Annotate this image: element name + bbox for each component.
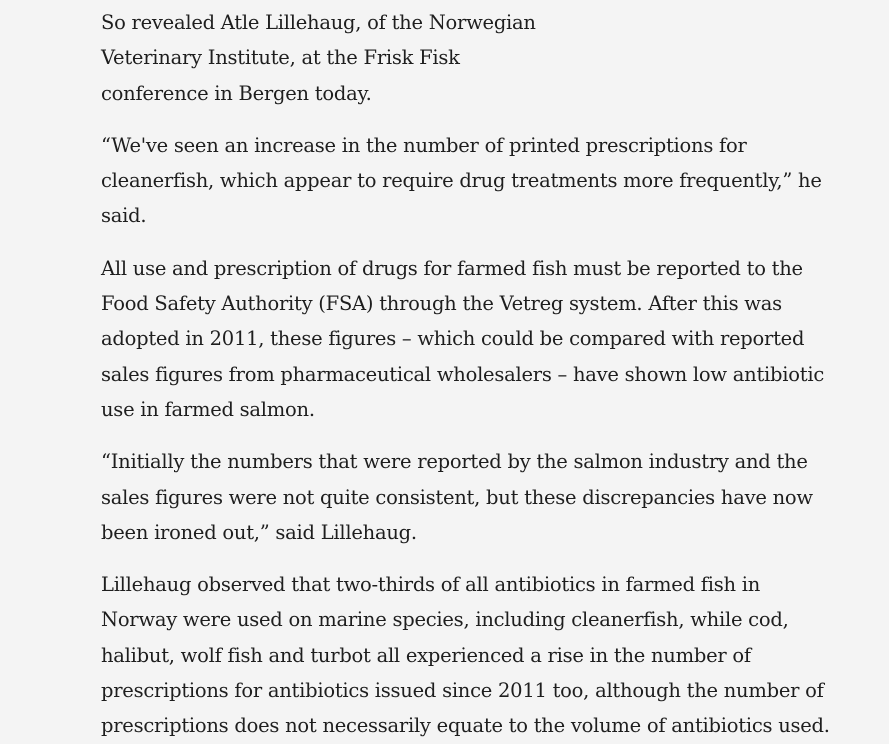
article-paragraph: “Initially the numbers that were reported by the salmon industry and the sales figures were not quite consistent, but these discrepancies have now been ironed out,” said Lillehaug.: [101, 450, 813, 544]
article-paragraph: Lillehaug observed that two-thirds of all antibiotics in farmed fish in Norway were used on marine species, including cleanerfish, while cod, halibut, wolf fish and turbot all experienced a rise in the number of prescriptions for antibiotics issued since 2011 too, although the number of prescriptions does not necessarily equate to the volume of antibiotics used.: [101, 573, 830, 738]
article-paragraph: All use and prescription of drugs for farmed fish must be reported to the Food Safety Authority (FSA) through the Vetreg system. After this was adopted in 2011, these figures – which could be compared with reported sales figures from pharmaceutical wholesalers – have shown low antibiotic use in farmed salmon.: [101, 256, 824, 421]
article-paragraph: “We've seen an increase in the number of printed prescriptions for cleanerfish, which appear to require drug treatments more frequently,” he said.: [101, 133, 822, 228]
article-paragraph: So revealed Atle Lillehaug, of the Norwegian Veterinary Institute, at the Frisk Fisk conference in Bergen today.: [101, 11, 536, 105]
article-body: [101, 5, 841, 744]
